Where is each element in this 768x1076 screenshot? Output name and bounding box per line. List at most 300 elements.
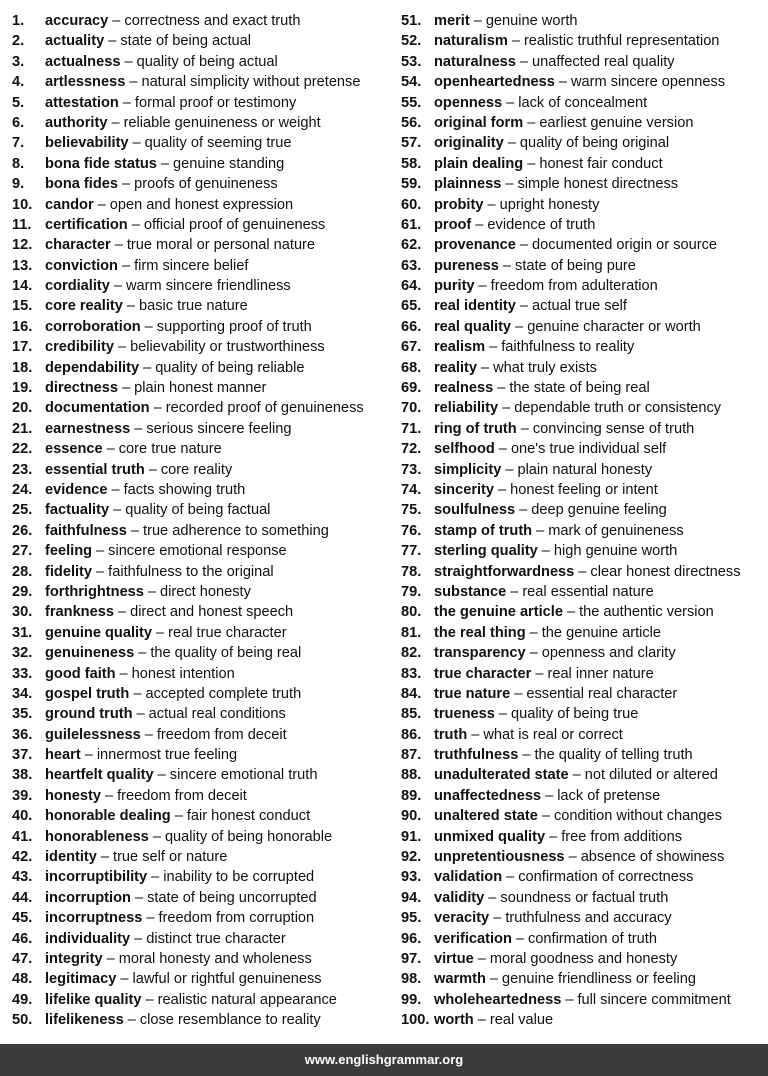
entry-definition: full sincere commitment (577, 991, 731, 1008)
list-item (401, 664, 766, 684)
entry-term: incorruption (45, 889, 131, 906)
entry-number: 34. (12, 685, 33, 702)
entry-definition: evidence of truth (487, 216, 596, 233)
list-item (401, 154, 766, 174)
entry-term: incorruptness (45, 910, 143, 927)
entry-separator: – (111, 481, 120, 498)
entry-number: 52. (401, 33, 422, 50)
entry-definition: truthfulness and accuracy (505, 910, 672, 927)
entry-definition: deep genuine feeling (531, 502, 667, 519)
entry-definition: convincing sense of truth (532, 420, 695, 437)
list-item (12, 623, 392, 643)
entry-separator: – (545, 787, 554, 804)
list-item (401, 174, 766, 194)
entry-separator: – (126, 298, 136, 315)
entry-number: 75. (401, 502, 422, 519)
entry-term: heart (45, 747, 81, 764)
entry-separator: – (489, 339, 498, 356)
list-item (401, 358, 766, 378)
list-item (401, 133, 766, 153)
entry-number: 22. (12, 441, 33, 458)
entry-separator: – (572, 767, 581, 784)
entry-number: 58. (401, 155, 422, 172)
entry-definition: confirmation of truth (527, 930, 657, 947)
entry-definition: serious sincere feeling (146, 420, 292, 437)
entry-definition: actual true self (532, 298, 627, 315)
entry-number: 72. (401, 441, 422, 458)
entry-separator: – (565, 991, 574, 1008)
entry-separator: – (147, 583, 157, 600)
entry-number: 76. (401, 522, 422, 539)
entry-number: 91. (401, 828, 422, 845)
entry-definition: true self or nature (113, 849, 228, 866)
entry-number: 86. (401, 726, 422, 743)
entry-term: realness (434, 380, 494, 397)
entry-definition: the genuine article (541, 624, 662, 641)
entry-number: 29. (12, 583, 33, 600)
entry-definition: genuine worth (485, 13, 578, 29)
list-item (401, 235, 766, 255)
entry-term: earnestness (45, 420, 131, 437)
entry-separator: – (160, 155, 170, 172)
entry-number: 92. (401, 849, 422, 866)
entry-number: 19. (12, 380, 33, 397)
list-item (401, 684, 766, 704)
entry-term: openness (434, 94, 503, 111)
entry-definition: absence of showiness (580, 849, 725, 866)
entry-definition: inability to be corrupted (163, 869, 315, 886)
list-item (12, 113, 392, 133)
entry-term: plain dealing (434, 155, 524, 172)
entry-number: 64. (401, 278, 422, 295)
list-item (12, 969, 392, 989)
list-item (12, 1010, 392, 1030)
entry-separator: – (519, 53, 529, 70)
entry-separator: – (535, 665, 544, 682)
entry-definition: the quality of being real (150, 645, 302, 662)
entry-definition: one's true individual self (510, 441, 667, 458)
entry-separator: – (522, 747, 531, 764)
entry-definition: supporting proof of truth (156, 318, 312, 335)
entry-term: trueness (434, 706, 495, 723)
entry-separator: – (148, 461, 157, 478)
entry-number: 70. (401, 400, 422, 417)
entry-separator: – (108, 33, 117, 50)
entry-term: naturalness (434, 53, 516, 70)
entry-term: truthfulness (434, 747, 519, 764)
entry-number: 99. (401, 991, 422, 1008)
entry-definition: condition without changes (553, 808, 722, 825)
entry-separator: – (498, 706, 507, 723)
entry-definition: what is real or correct (483, 726, 623, 743)
entry-definition: real value (489, 1012, 554, 1029)
entry-definition: quality of being true (510, 706, 639, 723)
entry-term: stamp of truth (434, 522, 533, 539)
entry-number: 98. (401, 971, 422, 988)
entry-separator: – (488, 889, 497, 906)
entry-number: 5. (12, 94, 25, 111)
list-item (401, 337, 766, 357)
entry-definition: real true character (168, 624, 287, 641)
list-item (401, 31, 766, 51)
entry-number: 80. (401, 604, 422, 621)
entry-definition: genuine character or worth (527, 318, 701, 335)
entry-separator: – (134, 930, 143, 947)
entry-definition: actual real conditions (148, 706, 286, 723)
list-item (12, 256, 392, 276)
entry-term: true nature (434, 685, 511, 702)
entry-number: 27. (12, 543, 33, 560)
entry-term: real quality (434, 318, 512, 335)
list-item (401, 480, 766, 500)
entry-separator: – (151, 869, 160, 886)
entry-term: legitimacy (45, 971, 117, 988)
list-item (401, 969, 766, 989)
entry-term: openheartedness (434, 74, 555, 91)
entry-number: 93. (401, 869, 422, 886)
entry-definition: lack of pretense (557, 787, 661, 804)
list-item (12, 154, 392, 174)
list-item (401, 93, 766, 113)
entry-term: identity (45, 849, 97, 866)
entry-term: real identity (434, 298, 516, 315)
entry-number: 35. (12, 706, 33, 723)
entry-definition: lack of concealment (518, 94, 648, 111)
entry-number: 7. (12, 135, 25, 152)
entry-term: naturalism (434, 33, 508, 50)
entry-number: 2. (12, 33, 25, 50)
entry-separator: – (506, 869, 515, 886)
list-item (12, 765, 392, 785)
entry-term: cordiality (45, 278, 110, 295)
entry-term: virtue (434, 950, 474, 967)
list-item (12, 541, 392, 561)
entry-separator: – (541, 808, 550, 825)
entry-definition: realistic truthful representation (523, 33, 720, 50)
entry-separator: – (506, 94, 515, 111)
entry-term: accuracy (45, 13, 109, 29)
entry-term: original form (434, 114, 524, 131)
list-item (12, 133, 392, 153)
entry-number: 48. (12, 971, 33, 988)
word-list-column-left (12, 11, 392, 1031)
entry-term: realism (434, 339, 486, 356)
footer-site-url: www.englishgrammar.org (304, 1052, 464, 1067)
entry-term: integrity (45, 950, 103, 967)
list-item (401, 562, 766, 582)
list-item (401, 582, 766, 602)
entry-term: unadulterated state (434, 767, 569, 784)
entry-separator: – (566, 604, 576, 621)
entry-term: essential truth (45, 461, 145, 478)
entry-number: 18. (12, 359, 33, 376)
entry-term: lifelikeness (45, 1012, 124, 1029)
list-item (401, 378, 766, 398)
list-item (401, 908, 766, 928)
entry-definition: plain honest manner (134, 380, 267, 397)
entry-separator: – (104, 787, 114, 804)
entry-separator: – (133, 685, 142, 702)
entry-definition: proofs of genuineness (134, 176, 278, 193)
list-item (401, 725, 766, 745)
list-item (401, 867, 766, 887)
entry-term: dependability (45, 359, 140, 376)
entry-term: authority (45, 114, 108, 131)
entry-term: core reality (45, 298, 123, 315)
entry-term: wholeheartedness (434, 991, 562, 1008)
entry-definition: direct and honest speech (130, 604, 294, 621)
list-item (401, 541, 766, 561)
entry-term: forthrightness (45, 583, 144, 600)
list-item (12, 174, 392, 194)
entry-separator: – (96, 543, 105, 560)
entry-term: lifelike quality (45, 991, 142, 1008)
entry-number: 100. (401, 1012, 430, 1029)
entry-definition: genuine friendliness or feeling (502, 971, 696, 988)
entry-definition: the authentic version (579, 604, 714, 621)
word-list-column-right (401, 11, 766, 1031)
entry-number: 71. (401, 420, 422, 437)
entry-number: 40. (12, 808, 33, 825)
entry-definition: quality of being factual (125, 502, 271, 519)
entry-definition: clear honest directness (590, 563, 741, 580)
entry-definition: realistic natural appearance (157, 991, 337, 1008)
entry-number: 54. (401, 74, 422, 91)
list-item (401, 276, 766, 296)
entry-separator: – (568, 849, 577, 866)
list-item (12, 908, 392, 928)
list-item (401, 11, 766, 31)
list-item (401, 990, 766, 1010)
entry-definition: core reality (160, 461, 233, 478)
entry-definition: honest fair conduct (539, 155, 663, 172)
entry-definition: core true nature (118, 441, 222, 458)
entry-term: verification (434, 930, 512, 947)
entry-term: guilelessness (45, 726, 141, 743)
entry-separator: – (489, 971, 499, 988)
entry-number: 16. (12, 318, 33, 335)
entry-separator: – (117, 339, 127, 356)
entry-definition: honest feeling or intent (510, 481, 658, 498)
entry-definition: freedom from corruption (158, 910, 315, 927)
entry-term: simplicity (434, 461, 502, 478)
list-item (401, 521, 766, 541)
entry-number: 6. (12, 114, 25, 131)
entry-definition: documented origin or source (532, 237, 718, 254)
entry-term: true character (434, 665, 532, 682)
entry-number: 36. (12, 726, 33, 743)
list-item (12, 725, 392, 745)
entry-separator: – (84, 747, 93, 764)
list-item (12, 93, 392, 113)
entry-definition: quality of being original (519, 135, 670, 152)
entry-number: 68. (401, 359, 422, 376)
list-item (12, 500, 392, 520)
entry-separator: – (111, 114, 120, 131)
entry-number: 66. (401, 318, 422, 335)
entry-number: 67. (401, 339, 422, 356)
entry-term: actuality (45, 33, 105, 50)
entry-number: 88. (401, 767, 422, 784)
entry-term: warmth (434, 971, 486, 988)
entry-term: straightforwardness (434, 563, 575, 580)
list-item (12, 704, 392, 724)
entry-term: gospel truth (45, 685, 130, 702)
entry-separator: – (498, 441, 507, 458)
list-item (12, 929, 392, 949)
entry-separator: – (145, 991, 154, 1008)
entry-separator: – (529, 624, 538, 641)
entry-term: plainness (434, 176, 502, 193)
entry-definition: lawful or rightful genuineness (132, 971, 322, 988)
entry-term: sincerity (434, 481, 495, 498)
entry-number: 81. (401, 624, 422, 641)
entry-term: selfhood (434, 441, 495, 458)
entry-term: soulfulness (434, 502, 516, 519)
entry-separator: – (505, 176, 514, 193)
list-item (401, 888, 766, 908)
list-item (12, 745, 392, 765)
entry-number: 25. (12, 502, 33, 519)
list-item (401, 929, 766, 949)
entry-number: 59. (401, 176, 422, 193)
list-item (12, 460, 392, 480)
entry-definition: basic true nature (139, 298, 248, 315)
entry-term: validation (434, 869, 503, 886)
list-item (401, 195, 766, 215)
entry-term: faithfulness (45, 522, 127, 539)
entry-definition: accepted complete truth (145, 685, 302, 702)
entry-definition: unaffected real quality (532, 53, 675, 70)
entry-term: transparency (434, 645, 526, 662)
entry-definition: what truly exists (493, 359, 597, 376)
entry-number: 3. (12, 53, 25, 70)
entry-term: sterling quality (434, 543, 538, 560)
entry-number: 42. (12, 849, 33, 866)
list-item (401, 704, 766, 724)
entry-separator: – (514, 685, 523, 702)
entry-definition: soundness or factual truth (500, 889, 669, 906)
entry-number: 73. (401, 461, 422, 478)
list-item (401, 786, 766, 806)
entry-separator: – (505, 461, 514, 478)
entry-separator: – (536, 522, 545, 539)
entry-definition: true adherence to something (143, 522, 329, 539)
entry-term: purity (434, 278, 475, 295)
entry-term: documentation (45, 400, 150, 417)
entry-definition: mark of genuineness (548, 522, 684, 539)
entry-term: bona fide status (45, 155, 157, 172)
entry-separator: – (117, 604, 127, 621)
entry-separator: – (113, 502, 122, 519)
entry-number: 90. (401, 808, 422, 825)
entry-term: reliability (434, 400, 499, 417)
entry-definition: real inner nature (547, 665, 654, 682)
entry-term: pureness (434, 257, 499, 274)
list-item (401, 827, 766, 847)
entry-separator: – (510, 583, 519, 600)
entry-number: 94. (401, 889, 422, 906)
entry-number: 1. (12, 13, 25, 29)
entry-separator: – (519, 502, 528, 519)
entry-definition: quality of being honorable (164, 828, 333, 845)
entry-definition: moral honesty and wholeness (118, 950, 312, 967)
entry-number: 47. (12, 950, 33, 967)
list-item (12, 521, 392, 541)
entry-separator: – (498, 481, 507, 498)
entry-separator: – (527, 114, 536, 131)
entry-definition: state of being actual (120, 33, 251, 50)
entry-separator: – (156, 624, 165, 641)
entry-term: essence (45, 441, 103, 458)
entry-separator: – (122, 94, 131, 111)
entry-number: 50. (12, 1012, 33, 1029)
entry-definition: open and honest expression (109, 196, 294, 213)
list-item (12, 990, 392, 1010)
entry-number: 97. (401, 950, 422, 967)
entry-separator: – (157, 767, 166, 784)
entry-separator: – (119, 665, 128, 682)
entry-separator: – (97, 196, 106, 213)
list-item (12, 11, 392, 31)
entry-separator: – (143, 359, 152, 376)
list-item (12, 72, 392, 92)
entry-number: 84. (401, 685, 422, 702)
list-item (12, 235, 392, 255)
entry-separator: – (174, 808, 183, 825)
footer-banner (0, 1044, 768, 1076)
entry-definition: direct honesty (160, 583, 251, 600)
entry-number: 28. (12, 563, 33, 580)
entry-term: bona fides (45, 176, 118, 193)
list-item (401, 765, 766, 785)
entry-definition: openness and clarity (541, 645, 676, 662)
entry-term: unpretentiousness (434, 849, 565, 866)
entry-definition: sincere emotional response (108, 543, 287, 560)
entry-separator: – (106, 441, 115, 458)
list-item (12, 215, 392, 235)
list-item (12, 827, 392, 847)
list-item (12, 867, 392, 887)
list-item (12, 888, 392, 908)
entry-number: 53. (401, 53, 422, 70)
entry-separator: – (475, 216, 484, 233)
entry-number: 14. (12, 278, 33, 295)
entry-separator: – (497, 380, 506, 397)
entry-definition: quality of seeming true (144, 135, 292, 152)
entry-definition: quality of being actual (136, 53, 278, 70)
entry-separator: – (113, 278, 123, 295)
entry-term: corroboration (45, 318, 141, 335)
entry-separator: – (112, 13, 121, 29)
entry-number: 82. (401, 645, 422, 662)
entry-separator: – (477, 1012, 486, 1029)
list-item (401, 460, 766, 480)
entry-definition: recorded proof of genuineness (165, 400, 364, 417)
list-item (12, 664, 392, 684)
entry-term: merit (434, 13, 470, 29)
entry-definition: free from additions (561, 828, 683, 845)
entry-definition: simple honest directness (517, 176, 679, 193)
list-item (12, 276, 392, 296)
entry-term: heartfelt quality (45, 767, 154, 784)
entry-definition: official proof of genuineness (143, 216, 326, 233)
list-item (12, 296, 392, 316)
entry-separator: – (152, 828, 161, 845)
entry-number: 37. (12, 747, 33, 764)
list-item (12, 786, 392, 806)
list-item (12, 562, 392, 582)
